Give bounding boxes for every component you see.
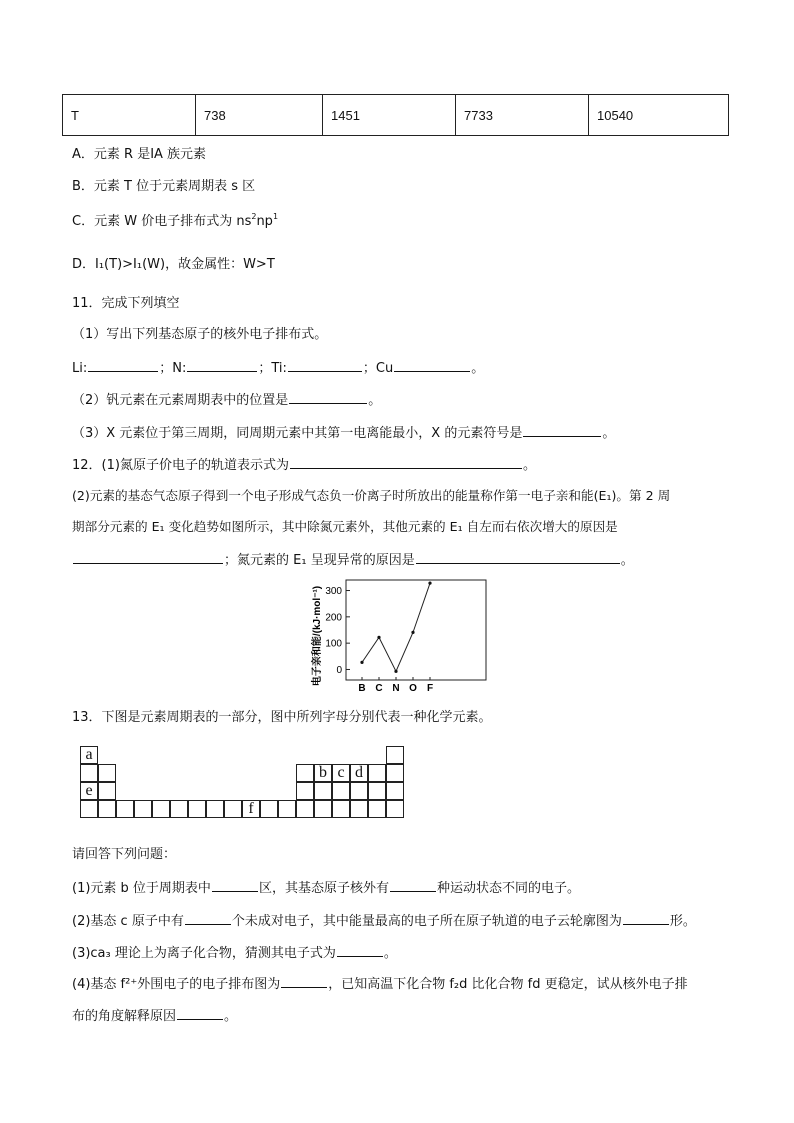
element-cell xyxy=(134,800,152,818)
element-cell xyxy=(386,764,404,782)
label-li: Li: xyxy=(72,361,88,376)
element-cell xyxy=(386,746,404,764)
q13-part3-a: (3)ca₃ 理论上为离子化合物，猜测其电子式为 xyxy=(72,946,336,961)
table-cell: 7733 xyxy=(456,95,589,136)
y-axis-label: 电子亲和能/(kJ·mol⁻¹) xyxy=(312,585,323,687)
q12-part1 xyxy=(72,454,536,475)
q13-title: 13．下图是元素周期表的一部分，图中所列字母分别代表一种化学元素。 xyxy=(72,710,492,725)
option-b: B．元素 T 位于元素周期表 s 区 xyxy=(72,179,256,194)
element-cell xyxy=(368,782,386,800)
q11-part3 xyxy=(72,422,615,443)
element-cell xyxy=(278,800,296,818)
q13-part4-a: (4)基态 f²⁺外围电子的电子排布图为 xyxy=(72,977,281,992)
q13-part1-c: 种运动状态不同的电子。 xyxy=(436,881,580,896)
option-d: D．I₁(T)>I₁(W)，故金属性：W>T xyxy=(72,257,275,272)
y-tick-label: 300 xyxy=(325,586,342,598)
q13-part4-b: ，已知高温下化合物 f₂d 比化合物 fd 更稳定，试从核外电子排 xyxy=(328,977,688,992)
element-cell xyxy=(116,800,134,818)
q13-part4-d: 。 xyxy=(224,1009,238,1024)
q13-part2-b: 个未成对电子，其中能量最高的电子所在原子轨道的电子云轮廓图为 xyxy=(231,914,622,929)
superscript: 2 xyxy=(251,212,257,221)
element-cell xyxy=(332,800,350,818)
q12-part2-line1: (2)元素的基态气态原子得到一个电子形成气态负一价离子时所放出的能量称作第一电子亲和能(E₁)。第 2 周 xyxy=(72,488,671,503)
element-cell xyxy=(80,800,98,818)
period: 。 xyxy=(620,553,634,568)
element-cell xyxy=(314,782,332,800)
answer-blank[interactable] xyxy=(623,910,669,925)
element-cell xyxy=(296,782,314,800)
element-cell xyxy=(206,800,224,818)
q11-title: 11．完成下列填空 xyxy=(72,296,180,311)
q13-part2-a: (2)基态 c 原子中有 xyxy=(72,914,184,929)
element-cell xyxy=(332,782,350,800)
element-cell xyxy=(296,764,314,782)
q13-part2 xyxy=(72,910,696,931)
data-point xyxy=(411,631,414,634)
x-tick-label: O xyxy=(409,683,417,694)
y-tick-label: 200 xyxy=(325,612,342,624)
periodic-table-fragment xyxy=(80,746,410,820)
element-cell xyxy=(170,800,188,818)
option-c-np: np xyxy=(256,214,273,229)
plot-frame xyxy=(346,580,486,680)
element-cell-f: f xyxy=(242,800,260,818)
q13-part4-line2 xyxy=(72,1005,237,1026)
q13-part1-b: 区，其基态原子核外有 xyxy=(258,881,389,896)
element-cell xyxy=(368,800,386,818)
data-point xyxy=(428,582,431,585)
element-cell-e: e xyxy=(80,782,98,800)
q13-part3-b: 。 xyxy=(383,946,397,961)
table-cell: T xyxy=(63,95,196,136)
table-cell: 1451 xyxy=(323,95,456,136)
electron-affinity-chart xyxy=(306,576,496,696)
q12-part2-line3-text: ；氮元素的 E₁ 呈现异常的原因是 xyxy=(224,553,415,568)
superscript: 1 xyxy=(272,212,279,221)
x-tick-label: C xyxy=(375,683,383,694)
q12-part2-line2: 期部分元素的 E₁ 变化趋势如图所示，其中除氮元素外，其他元素的 E₁ 自左而右依次增大的原因是 xyxy=(72,519,618,534)
y-tick-label: 100 xyxy=(325,638,342,650)
element-cell-a: a xyxy=(80,746,98,764)
q13-part4-c: 布的角度解释原因 xyxy=(72,1009,177,1024)
element-cell xyxy=(350,782,368,800)
answer-blank[interactable] xyxy=(289,389,367,404)
element-cell xyxy=(188,800,206,818)
x-tick-label: B xyxy=(358,683,366,694)
q13-part1-a: (1)元素 b 位于周期表中 xyxy=(72,881,211,896)
x-tick-label: F xyxy=(426,683,434,694)
answer-blank[interactable] xyxy=(281,973,327,988)
element-cell xyxy=(260,800,278,818)
label-n: ；N: xyxy=(159,361,187,376)
element-cell xyxy=(98,782,116,800)
q11-part1: （1）写出下列基态原子的核外电子排布式。 xyxy=(72,327,328,342)
data-point xyxy=(377,636,380,639)
answer-blank[interactable] xyxy=(390,877,436,892)
table-cell: 738 xyxy=(196,95,323,136)
q13-prompt: 请回答下列问题： xyxy=(72,847,177,862)
table-row xyxy=(63,95,729,136)
period: 。 xyxy=(471,361,485,376)
q12-part1-text: 12．(1)氮原子价电子的轨道表示式为 xyxy=(72,458,289,473)
answer-blank[interactable] xyxy=(88,357,158,372)
answer-blank[interactable] xyxy=(187,357,257,372)
element-cell xyxy=(386,782,404,800)
element-cell-b: b xyxy=(314,764,332,782)
element-cell xyxy=(350,800,368,818)
answer-blank[interactable] xyxy=(288,357,362,372)
data-point xyxy=(360,661,363,664)
element-cell xyxy=(152,800,170,818)
element-cell xyxy=(98,800,116,818)
answer-blank[interactable] xyxy=(177,1005,223,1020)
element-cell xyxy=(368,764,386,782)
option-a: A．元素 R 是ⅠA 族元素 xyxy=(72,147,207,162)
element-cell xyxy=(314,800,332,818)
q13-part1 xyxy=(72,877,580,898)
series-line xyxy=(362,583,430,671)
q11-configs xyxy=(72,357,484,378)
element-cell xyxy=(80,764,98,782)
period: 。 xyxy=(602,426,616,441)
q13-part4-line1 xyxy=(72,973,688,994)
q12-part2-line3 xyxy=(72,549,634,570)
answer-blank[interactable] xyxy=(523,422,601,437)
data-point xyxy=(394,670,397,673)
answer-blank[interactable] xyxy=(73,549,223,564)
option-c-text: C．元素 W 价电子排布式为 ns xyxy=(72,214,252,229)
period: 。 xyxy=(368,393,382,408)
element-cell xyxy=(386,800,404,818)
answer-blank[interactable] xyxy=(185,910,231,925)
element-cell-c: c xyxy=(332,764,350,782)
answer-blank[interactable] xyxy=(394,357,470,372)
option-c xyxy=(72,213,278,231)
q13-part3 xyxy=(72,942,397,963)
q11-part2-text: （2）钒元素在元素周期表中的位置是 xyxy=(72,393,289,408)
element-cell-d: d xyxy=(350,764,368,782)
label-ti: ；Ti: xyxy=(258,361,287,376)
answer-blank[interactable] xyxy=(290,454,522,469)
answer-blank[interactable] xyxy=(337,942,383,957)
table-cell: 10540 xyxy=(589,95,729,136)
q11-part2 xyxy=(72,389,381,410)
element-cell xyxy=(98,764,116,782)
x-tick-label: N xyxy=(392,683,400,694)
y-tick-label: 0 xyxy=(336,664,342,676)
element-cell xyxy=(224,800,242,818)
answer-blank[interactable] xyxy=(212,877,258,892)
answer-blank[interactable] xyxy=(416,549,620,564)
q13-part2-c: 形。 xyxy=(669,914,696,929)
element-cell xyxy=(296,800,314,818)
label-cu: ；Cu xyxy=(362,361,394,376)
period: 。 xyxy=(522,458,536,473)
q11-part3-text: （3）X 元素位于第三周期，同周期元素中其第一电离能最小，X 的元素符号是 xyxy=(72,426,523,441)
ionization-energy-table xyxy=(62,94,729,136)
